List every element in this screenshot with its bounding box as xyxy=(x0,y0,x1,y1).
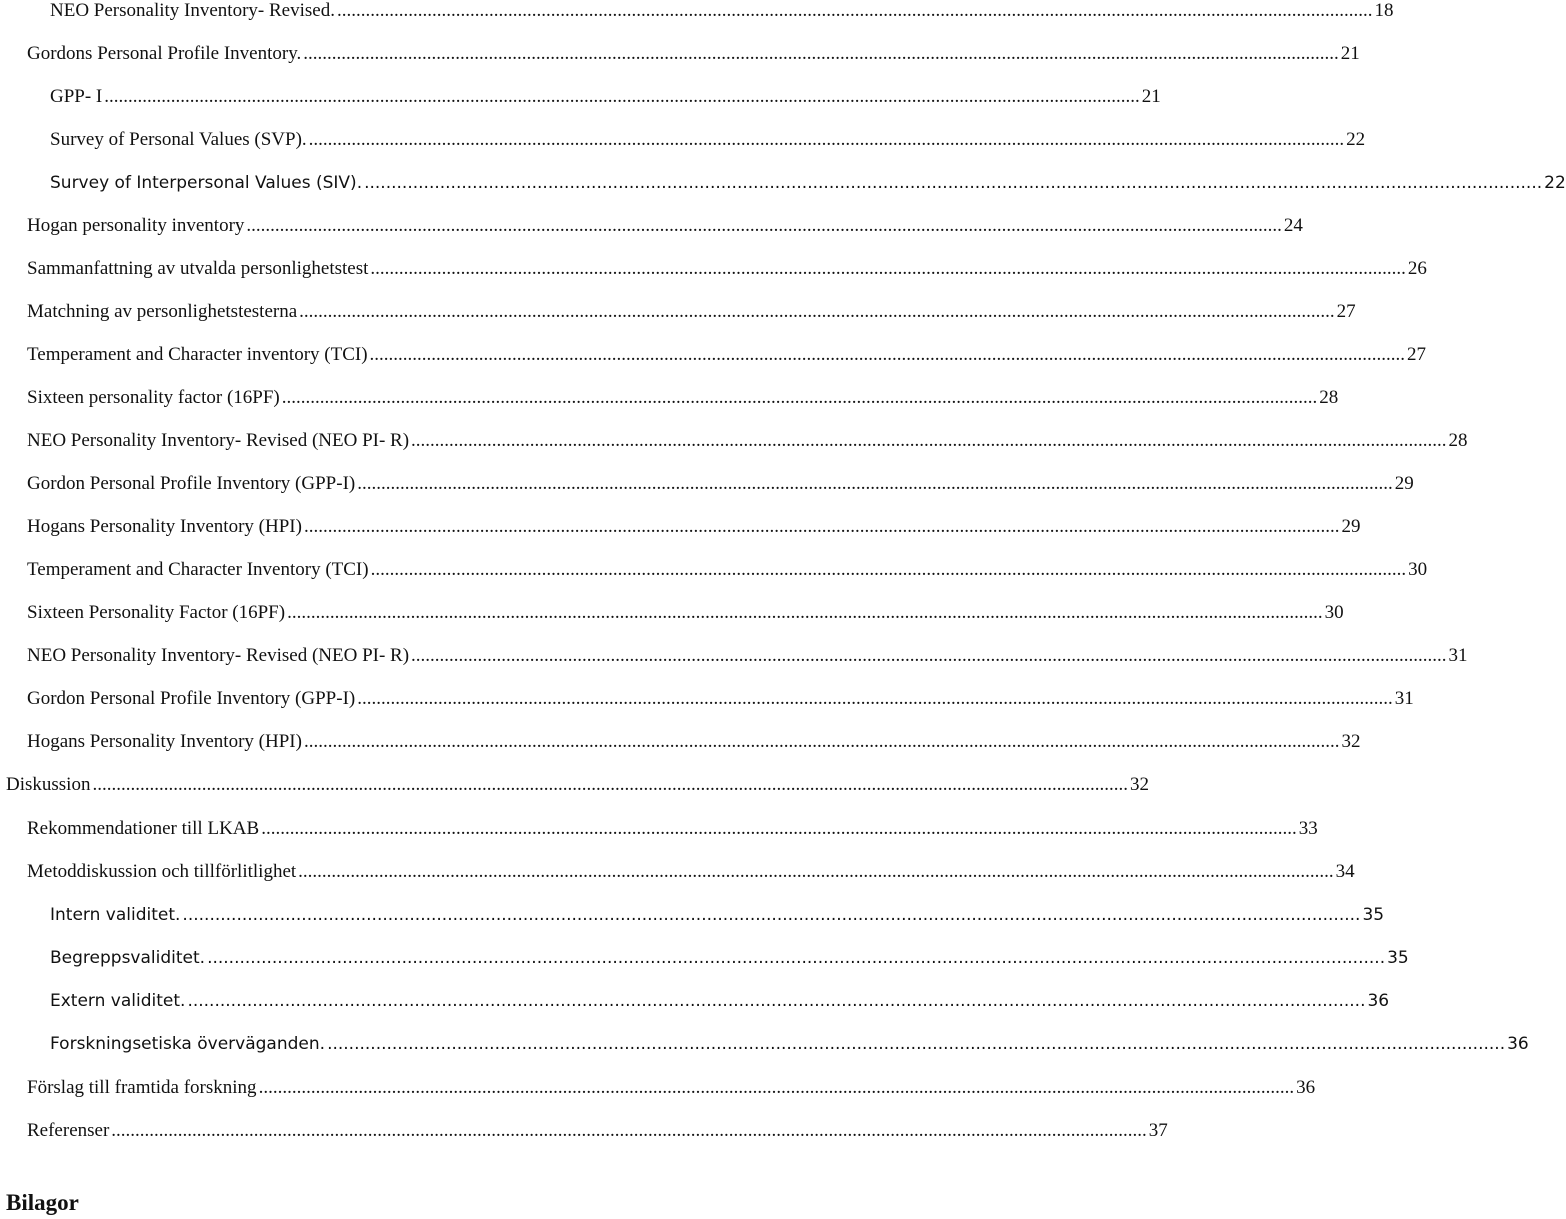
toc-leader-dots: .......................................................................................................................................................................................................................... xyxy=(370,258,1406,279)
toc-leader-dots: .......................................................................................................................................................................................................................... xyxy=(327,1034,1506,1054)
toc-entry[interactable] xyxy=(27,215,1303,237)
toc-leader-dots: .......................................................................................................................................................................................................................... xyxy=(308,129,1345,150)
toc-leader-dots: .......................................................................................................................................................................................................................... xyxy=(370,559,1407,580)
toc-entry[interactable] xyxy=(50,86,1161,108)
toc-entry[interactable] xyxy=(27,473,1414,495)
toc-entry-title: Förslag till framtida forskning xyxy=(27,1077,257,1098)
toc-entry-title: Rekommendationer till LKAB xyxy=(27,818,260,839)
toc-entry[interactable] xyxy=(50,948,1409,968)
toc-entry[interactable] xyxy=(6,774,1149,796)
toc-entry-page: 30 xyxy=(1324,602,1344,623)
toc-entry[interactable] xyxy=(27,301,1356,323)
toc-leader-dots: .......................................................................................................................................................................................................................... xyxy=(287,602,1323,623)
toc-entry-title: NEO Personality Inventory- Revised. xyxy=(50,0,335,21)
toc-entry-title: Begreppsvaliditet. xyxy=(50,948,206,968)
toc-entry-title: Survey of Interpersonal Values (SIV). xyxy=(50,173,363,193)
toc-entry[interactable] xyxy=(27,43,1360,65)
toc-entry-title: Hogans Personality Inventory (HPI) xyxy=(27,516,302,537)
toc-entry-page: 26 xyxy=(1407,258,1427,279)
toc-leader-dots: .......................................................................................................................................................................................................................... xyxy=(187,991,1366,1011)
toc-entry-page: 24 xyxy=(1283,215,1303,236)
toc-entry[interactable] xyxy=(27,688,1414,710)
toc-entry-page: 29 xyxy=(1341,516,1361,537)
toc-leader-dots: .......................................................................................................................................................................................................................... xyxy=(258,1077,1295,1098)
toc-entry[interactable] xyxy=(27,1077,1316,1099)
toc-leader-dots: .......................................................................................................................................................................................................................... xyxy=(411,430,1447,451)
toc-entry[interactable] xyxy=(27,602,1344,624)
toc-entry-title: Intern validitet. xyxy=(50,905,181,925)
toc-leader-dots: .......................................................................................................................................................................................................................... xyxy=(111,1120,1147,1141)
toc-entry[interactable] xyxy=(50,173,1566,193)
toc-leader-dots: .......................................................................................................................................................................................................................... xyxy=(298,861,1334,882)
toc-entry-title: NEO Personality Inventory- Revised (NEO PI- R) xyxy=(27,645,410,666)
toc-entry-page: 36 xyxy=(1507,1034,1529,1054)
toc-entry-page: 27 xyxy=(1407,344,1427,365)
toc-leader-dots: .......................................................................................................................................................................................................................... xyxy=(303,43,1339,64)
toc-entry[interactable] xyxy=(27,559,1428,581)
toc-leader-dots: .......................................................................................................................................................................................................................... xyxy=(369,344,1406,365)
toc-entry[interactable] xyxy=(50,1034,1529,1054)
toc-entry[interactable] xyxy=(27,430,1468,452)
toc-entry-page: 32 xyxy=(1129,774,1149,795)
toc-entry-page: 28 xyxy=(1448,430,1468,451)
toc-entry-title: NEO Personality Inventory- Revised (NEO PI- R) xyxy=(27,430,410,451)
toc-entry-page: 18 xyxy=(1374,0,1394,21)
toc-leader-dots: .......................................................................................................................................................................................................................... xyxy=(246,215,1282,236)
toc-entry[interactable] xyxy=(27,731,1361,753)
toc-leader-dots: .......................................................................................................................................................................................................................... xyxy=(207,948,1386,968)
toc-entry-page: 28 xyxy=(1319,387,1339,408)
toc-entry-page: 31 xyxy=(1394,688,1414,709)
toc-entry[interactable] xyxy=(27,645,1468,667)
toc-entry-title: Extern validitet. xyxy=(50,991,186,1011)
toc-leader-dots: .......................................................................................................................................................................................................................... xyxy=(261,818,1297,839)
toc-entry-title: Gordon Personal Profile Inventory (GPP-I) xyxy=(27,688,356,709)
toc-entry-page: 35 xyxy=(1387,948,1409,968)
toc-entry-title: GPP- I xyxy=(50,86,103,107)
toc-entry-title: Matchning av personlighetstesterna xyxy=(27,301,298,322)
toc-leader-dots: .......................................................................................................................................................................................................................... xyxy=(303,516,1340,537)
toc-entry[interactable] xyxy=(50,905,1385,925)
toc-leader-dots: .......................................................................................................................................................................................................................... xyxy=(357,473,1393,494)
toc-entry[interactable] xyxy=(27,258,1427,280)
toc-entry-title: Gordon Personal Profile Inventory (GPP-I) xyxy=(27,473,356,494)
toc-entry-title: Metoddiskussion och tillförlitlighet xyxy=(27,861,297,882)
toc-entry-page: 21 xyxy=(1141,86,1161,107)
toc-entry-page: 22 xyxy=(1346,129,1366,150)
toc-leader-dots: .......................................................................................................................................................................................................................... xyxy=(364,173,1543,193)
toc-entry[interactable] xyxy=(50,0,1394,22)
toc-entry-page: 21 xyxy=(1340,43,1360,64)
toc-entry-page: 32 xyxy=(1341,731,1361,752)
toc-leader-dots: .......................................................................................................................................................................................................................... xyxy=(104,86,1140,107)
toc-entry-title: Temperament and Character Inventory (TCI) xyxy=(27,559,369,580)
toc-entry-title: Sixteen personality factor (16PF) xyxy=(27,387,280,408)
toc-entry[interactable] xyxy=(50,129,1366,151)
toc-entry-title: Hogan personality inventory xyxy=(27,215,245,236)
toc-entry-title: Forskningsetiska överväganden. xyxy=(50,1034,326,1054)
toc-entry-page: 37 xyxy=(1148,1120,1168,1141)
toc-entry-page: 29 xyxy=(1394,473,1414,494)
toc-leader-dots: .......................................................................................................................................................................................................................... xyxy=(336,0,1373,21)
toc-entry-page: 35 xyxy=(1362,905,1385,925)
toc-leader-dots: .......................................................................................................................................................................................................................... xyxy=(411,645,1447,666)
toc-entry[interactable] xyxy=(50,991,1390,1011)
toc-entry-title: Diskussion xyxy=(6,774,91,795)
toc-entry-page: 36 xyxy=(1296,1077,1316,1098)
toc-entry[interactable] xyxy=(27,387,1339,409)
toc-entry-title: Sammanfattning av utvalda personlighetstest xyxy=(27,258,369,279)
toc-leader-dots: .......................................................................................................................................................................................................................... xyxy=(357,688,1393,709)
toc-entry-title: Hogans Personality Inventory (HPI) xyxy=(27,731,302,752)
toc-leader-dots: .......................................................................................................................................................................................................................... xyxy=(299,301,1335,322)
toc-leader-dots: .......................................................................................................................................................................................................................... xyxy=(303,731,1340,752)
toc-entry-title: Referenser xyxy=(27,1120,110,1141)
toc-entry-page: 22 xyxy=(1544,173,1566,193)
toc-entry[interactable] xyxy=(27,344,1427,366)
toc-entry-page: 31 xyxy=(1448,645,1468,666)
toc-leader-dots: .......................................................................................................................................................................................................................... xyxy=(92,774,1128,795)
toc-entry-page: 33 xyxy=(1298,818,1318,839)
toc-entry[interactable] xyxy=(27,1120,1168,1142)
toc-entry-title: Temperament and Character inventory (TCI) xyxy=(27,344,368,365)
toc-entry[interactable] xyxy=(27,861,1355,883)
toc-entry-title: Survey of Personal Values (SVP). xyxy=(50,129,307,150)
toc-entry[interactable] xyxy=(27,818,1318,840)
toc-entry-page: 34 xyxy=(1335,861,1355,882)
toc-leader-dots: .......................................................................................................................................................................................................................... xyxy=(281,387,1318,408)
toc-entry-page: 36 xyxy=(1367,991,1390,1011)
toc-entry[interactable] xyxy=(27,516,1361,538)
toc-leader-dots: .......................................................................................................................................................................................................................... xyxy=(182,905,1361,925)
toc-entry-page: 27 xyxy=(1336,301,1356,322)
toc-entry-title: Gordons Personal Profile Inventory. xyxy=(27,43,302,64)
toc-entry-title: Sixteen Personality Factor (16PF) xyxy=(27,602,286,623)
section-heading: Bilagor xyxy=(6,1190,79,1215)
toc-entry-page: 30 xyxy=(1408,559,1428,580)
